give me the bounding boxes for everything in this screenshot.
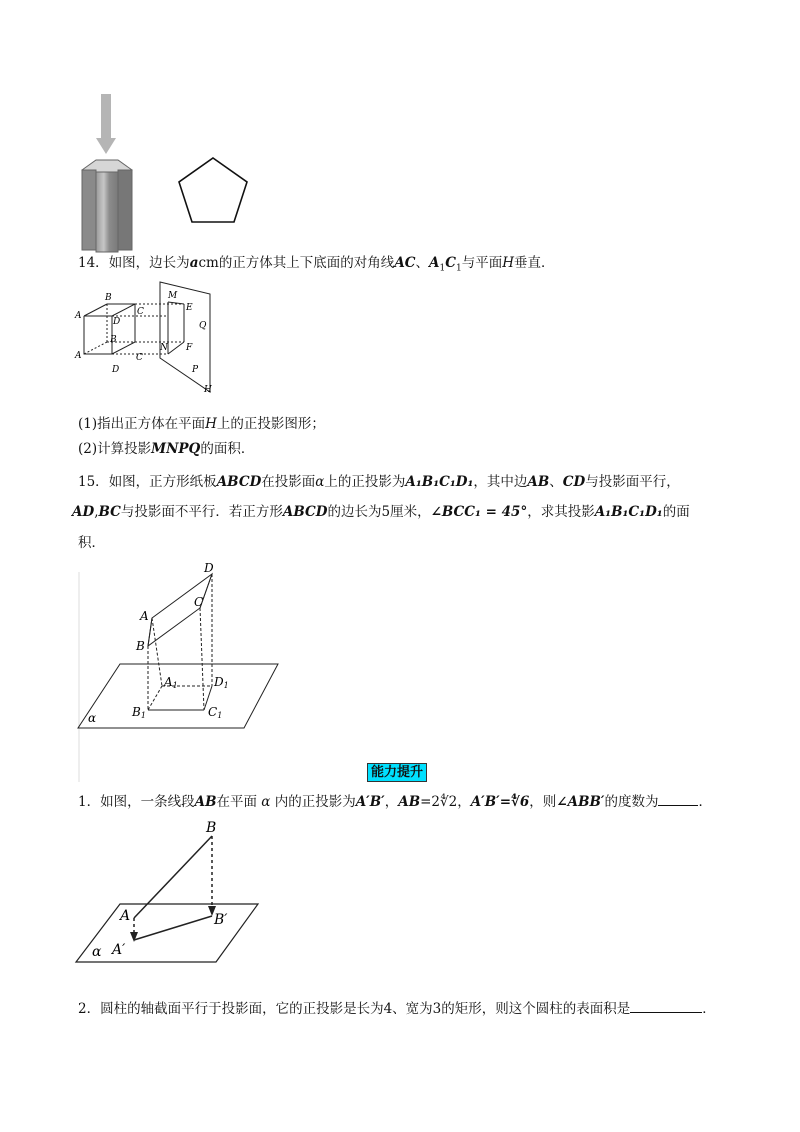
q14-part1: (1)指出正方体在平面H上的正投影图形； (78, 416, 325, 432)
p2-statement: 2．圆柱的轴截面平行于投影面，它的正投影是长为4、宽为3的矩形，则这个圆柱的表面积是 ． (78, 998, 716, 1019)
fig14-label-F: F (186, 343, 193, 353)
fig14-label-A: A (75, 311, 82, 321)
fig14-label-D: D (113, 317, 121, 327)
p1-number: 1． (78, 794, 101, 810)
q14-number: 14． (78, 255, 109, 271)
fig15-label-D1: D1 (214, 675, 229, 690)
fig14-label-B: B (105, 293, 112, 303)
fig15-label-D: D (204, 561, 214, 575)
plane-alpha-p1 (76, 904, 258, 962)
segment-projection-figure (72, 820, 262, 970)
fig14-label-C: C (137, 307, 144, 317)
down-arrow-head (96, 138, 116, 154)
p2-answer-blank[interactable] (630, 998, 702, 1013)
prism-left-face (82, 170, 96, 250)
fig15-label-alpha: α (88, 711, 97, 725)
section-title-badge: 能力提升 (367, 763, 427, 782)
pentagon (179, 158, 247, 222)
fig14-label-N: N (160, 343, 168, 353)
prism-pentagon-figure (70, 92, 260, 262)
fig15-label-B: B (136, 639, 145, 653)
fig14-label-C1: C (136, 353, 143, 363)
cube-projection-figure (72, 280, 222, 400)
p1-statement: 1．如图，一条线段AB在平面 α 内的正投影为A′B′，AB=2∜2，A′B′=∜6，则∠ABB′的度数为 ． (78, 791, 712, 812)
fig15-label-C: C (194, 595, 204, 609)
fig1-label-Ap: A′ (112, 942, 126, 958)
fig14-label-D1: D (112, 365, 120, 375)
q15-line3: 积． (78, 535, 105, 551)
plane-alpha (78, 664, 278, 728)
q15-line2: AD,BC与投影面不平行．若正方形ABCD的边长为5厘米，∠BCC₁ = 45°，求其投影A₁B₁C₁D₁的面 (72, 504, 690, 520)
fig14-label-A1: A (75, 351, 82, 361)
fig14-label-B1: B (110, 335, 117, 345)
fig1-label-B: B (206, 820, 217, 836)
q15-line1: 15．如图，正方形纸板ABCD在投影面α上的正投影为A₁B₁C₁D₁，其中边AB、CD与投影面平行， (78, 474, 680, 490)
p1-answer-blank[interactable] (658, 791, 698, 806)
q14-statement: 14．如图，边长为acm的正方体其上下底面的对角线AC、$A_1C_1$与平面H垂直． (78, 255, 555, 274)
down-arrow-shaft (101, 94, 111, 140)
fig14-label-P: P (192, 365, 199, 375)
q14-part2: (2)计算投影MNPQ的面积． (78, 441, 255, 457)
fig1-label-Bp: B′ (214, 912, 228, 928)
fig15-label-B1: B1 (132, 705, 146, 720)
prism-right-face (118, 170, 132, 250)
square-projection-figure (74, 562, 284, 742)
prism-front-face (96, 172, 118, 252)
fig14-label-M: M (168, 291, 178, 301)
fig14-label-E: E (186, 303, 193, 313)
fig14-label-Q: Q (199, 321, 207, 331)
fig1-label-A: A (120, 908, 131, 924)
fig14-label-H: H (204, 385, 212, 395)
fig15-label-C1: C1 (208, 705, 223, 720)
q15-number: 15． (78, 474, 109, 490)
fig15-label-A1: A1 (164, 675, 178, 690)
fig1-label-alpha: α (92, 944, 102, 960)
fig15-label-A: A (140, 609, 149, 623)
p2-number: 2． (78, 1001, 101, 1017)
